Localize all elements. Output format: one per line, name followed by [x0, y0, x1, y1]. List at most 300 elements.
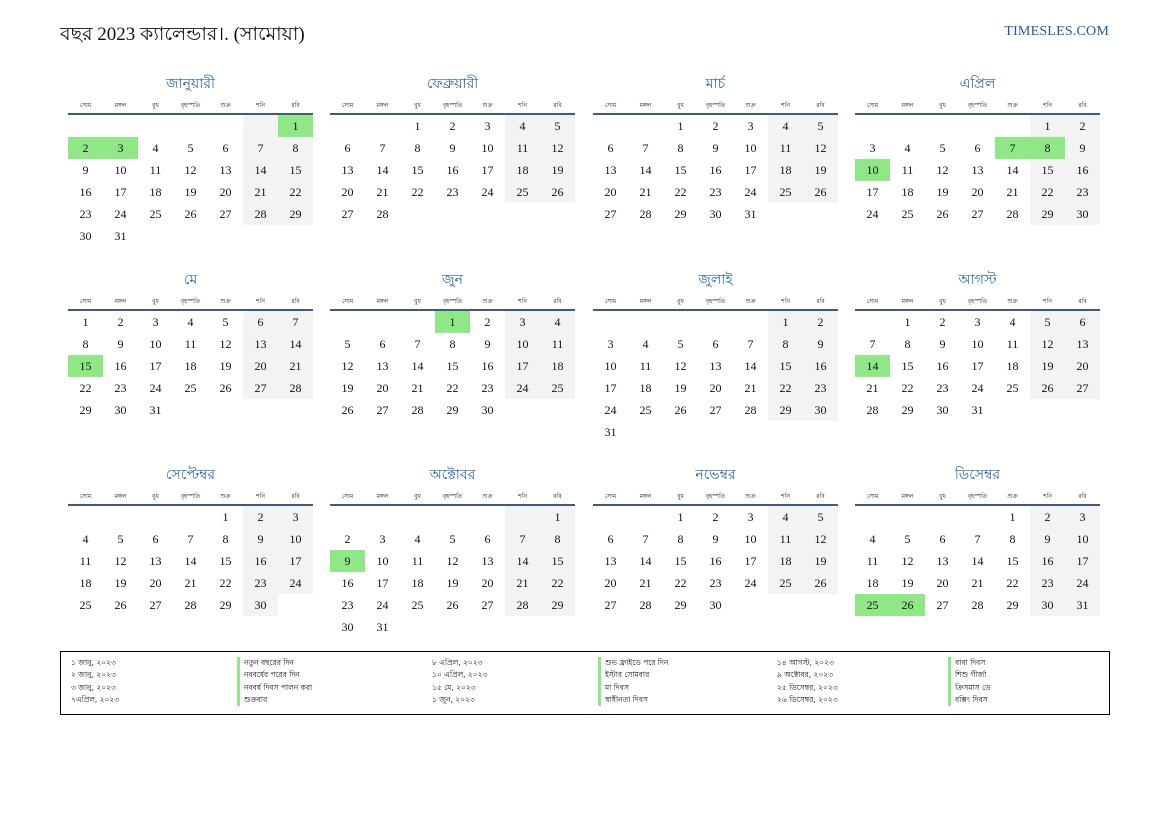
day-cell: 12 — [803, 137, 838, 159]
day-cell: 7 — [243, 137, 278, 159]
weekday-label: শনি — [518, 298, 527, 305]
day-cell: 6 — [222, 141, 229, 155]
day-cell: 25 — [768, 572, 803, 594]
weekday-label: সোম — [604, 493, 617, 500]
month-block — [855, 74, 1100, 225]
weekday-label: সোম — [79, 493, 92, 500]
day-cell: 9 — [1065, 137, 1100, 159]
holiday-date: ৭এপ্রিল, ২০২৩ — [71, 694, 120, 704]
weekday-label: রবি — [816, 298, 825, 305]
day-cell: 18 — [768, 159, 803, 181]
day-blank — [628, 506, 663, 528]
day-cell: 19 — [114, 576, 127, 590]
day-cell: 16 — [341, 576, 354, 590]
day-blank — [663, 311, 698, 333]
day-cell: 18 — [639, 381, 652, 395]
weekday-header — [593, 489, 838, 506]
day-cell: 30 — [1030, 594, 1065, 616]
weekday-label: শুক্র — [220, 102, 231, 109]
day-cell: 19 — [901, 576, 914, 590]
day-cell: 11 — [149, 163, 162, 177]
weekday-label: সোম — [79, 298, 92, 305]
day-cell: 9 — [117, 337, 124, 351]
day-cell: 1 — [677, 510, 684, 524]
day-cell: 27 — [219, 207, 232, 221]
day-cell: 19 — [184, 185, 197, 199]
day-cell: 22 — [901, 381, 914, 395]
day-cell: 26 — [540, 181, 575, 203]
weekday-label: মঙ্গল — [376, 493, 389, 500]
day-cell: 12 — [219, 337, 232, 351]
day-cell: 8 — [904, 337, 911, 351]
day-cell: 28 — [744, 403, 757, 417]
weekday-label: শুক্র — [1007, 298, 1018, 305]
day-cell: 6 — [243, 311, 278, 333]
day-cell: 3 — [484, 119, 491, 133]
weekday-label: রবি — [291, 298, 300, 305]
day-cell: 7 — [747, 337, 754, 351]
day-cell: 10 — [149, 337, 162, 351]
day-cell: 9 — [1030, 528, 1065, 550]
day-blank — [68, 506, 103, 528]
day-cell: 23 — [341, 598, 354, 612]
day-cell: 7 — [869, 337, 876, 351]
day-cell: 9 — [484, 337, 491, 351]
day-cell: 2 — [484, 315, 491, 329]
weekday-header — [593, 294, 838, 311]
day-cell: 2 — [803, 311, 838, 333]
holiday-date: ৩ জানু, ২০২৩ — [71, 682, 116, 692]
day-cell: 5 — [449, 532, 456, 546]
weekday-label: মঙ্গল — [114, 102, 127, 109]
day-cell: 25 — [901, 207, 914, 221]
day-cell: 11 — [79, 554, 92, 568]
day-cell: 6 — [974, 141, 981, 155]
weekday-label: বুধ — [414, 493, 421, 500]
day-cell: 21 — [376, 185, 389, 199]
day-cell: 25 — [540, 377, 575, 399]
day-cell: 30 — [1065, 203, 1100, 225]
day-cell: 7 — [642, 532, 649, 546]
day-cell: 25 — [505, 181, 540, 203]
day-cell: 20 — [971, 185, 984, 199]
month-name: আগস্ট — [958, 272, 997, 288]
weekday-label: শুক্র — [220, 298, 231, 305]
day-cell: 24 — [278, 572, 313, 594]
day-cell: 31 — [114, 229, 127, 243]
day-cell: 6 — [344, 141, 351, 155]
day-cell: 17 — [866, 185, 879, 199]
holiday-name: বাবা দিবস — [948, 657, 1098, 669]
day-cell: 29 — [768, 399, 803, 421]
day-cell: 7 — [505, 528, 540, 550]
day-cell: 24 — [744, 185, 757, 199]
day-cell: 28 — [639, 207, 652, 221]
weekday-label: রবি — [816, 102, 825, 109]
day-cell: 13 — [936, 554, 949, 568]
day-cell: 26 — [803, 181, 838, 203]
holiday-name: মা দিবস — [598, 682, 777, 694]
day-cell: 10 — [114, 163, 127, 177]
holiday-legend-grid — [71, 657, 1099, 706]
weekday-label: সোম — [341, 102, 354, 109]
day-cell: 18 — [1006, 359, 1019, 373]
days-grid — [330, 115, 575, 225]
weekday-label: বৃহস্পতি — [180, 102, 201, 109]
day-cell: 9 — [939, 337, 946, 351]
day-cell: 30 — [114, 403, 127, 417]
day-cell: 6 — [712, 337, 719, 351]
day-cell: 27 — [936, 598, 949, 612]
weekday-label: মঙ্গল — [639, 298, 652, 305]
day-blank — [995, 115, 1030, 137]
day-cell: 27 — [341, 207, 354, 221]
day-cell: 5 — [803, 115, 838, 137]
day-cell: 11 — [768, 528, 803, 550]
holiday-name: স্বাধীনতা দিবস — [598, 694, 777, 706]
weekday-label: শনি — [781, 493, 790, 500]
weekday-label: বৃহস্পতি — [967, 493, 988, 500]
month-name: মে — [183, 272, 198, 288]
weekday-label: বুধ — [414, 102, 421, 109]
weekday-header — [330, 489, 575, 506]
day-cell: 22 — [540, 572, 575, 594]
weekday-label: রবি — [553, 493, 562, 500]
day-cell: 12 — [540, 137, 575, 159]
day-cell: 28 — [971, 598, 984, 612]
day-blank — [925, 506, 960, 528]
day-cell: 2 — [117, 315, 124, 329]
weekday-label: রবি — [553, 102, 562, 109]
day-cell: 20 — [481, 576, 494, 590]
weekday-label: মঙ্গল — [376, 298, 389, 305]
day-blank — [890, 506, 925, 528]
day-cell: 6 — [1065, 311, 1100, 333]
day-cell: 15 — [278, 159, 313, 181]
weekday-label: শনি — [256, 102, 265, 109]
day-cell: 13 — [219, 163, 232, 177]
weekday-label: শুক্র — [482, 102, 493, 109]
day-cell: 22 — [278, 181, 313, 203]
weekday-label: শুক্র — [220, 493, 231, 500]
day-cell: 30 — [79, 229, 92, 243]
day-cell: 23 — [709, 185, 722, 199]
holiday-name: শুক্রবার — [237, 694, 432, 706]
day-cell: 20 — [709, 381, 722, 395]
day-blank — [330, 115, 365, 137]
weekday-label: বুধ — [414, 298, 421, 305]
holiday-day-cell: 7 — [995, 137, 1030, 159]
month-block — [593, 74, 838, 225]
day-cell: 31 — [1065, 594, 1100, 616]
day-cell: 15 — [1030, 159, 1065, 181]
day-cell: 12 — [341, 359, 354, 373]
day-cell: 11 — [1006, 337, 1019, 351]
days-grid — [330, 311, 575, 421]
day-cell: 29 — [1006, 598, 1019, 612]
day-cell: 30 — [936, 403, 949, 417]
holiday-legend — [60, 651, 1110, 715]
weekday-label: মঙ্গল — [901, 493, 914, 500]
day-cell: 3 — [278, 506, 313, 528]
day-cell: 16 — [481, 359, 494, 373]
weekday-label: শুক্র — [1007, 102, 1018, 109]
day-cell: 19 — [674, 381, 687, 395]
day-cell: 5 — [677, 337, 684, 351]
day-cell: 10 — [744, 532, 757, 546]
day-cell: 27 — [604, 207, 617, 221]
day-cell: 12 — [114, 554, 127, 568]
day-cell: 26 — [446, 598, 459, 612]
day-cell: 12 — [184, 163, 197, 177]
weekday-label: শুক্র — [482, 298, 493, 305]
holiday-day-cell: 25 — [855, 594, 890, 616]
day-cell: 28 — [866, 403, 879, 417]
day-cell: 24 — [604, 403, 617, 417]
day-cell: 14 — [1006, 163, 1019, 177]
day-cell: 17 — [376, 576, 389, 590]
day-cell: 5 — [222, 315, 229, 329]
month-name: নভেম্বর — [695, 467, 736, 483]
month-block — [68, 465, 313, 616]
day-cell: 27 — [604, 598, 617, 612]
day-cell: 17 — [744, 554, 757, 568]
day-cell: 8 — [414, 141, 421, 155]
day-cell: 20 — [243, 355, 278, 377]
day-cell: 5 — [117, 532, 124, 546]
weekday-label: বৃহস্পতি — [442, 102, 463, 109]
weekday-label: রবি — [1078, 493, 1087, 500]
holiday-day-cell: 3 — [103, 137, 138, 159]
day-cell: 21 — [184, 576, 197, 590]
day-cell: 4 — [414, 532, 421, 546]
day-blank — [208, 115, 243, 137]
day-blank — [330, 506, 365, 528]
day-cell: 30 — [709, 207, 722, 221]
day-cell: 8 — [449, 337, 456, 351]
holiday-name: বক্সিং দিবস — [948, 694, 1098, 706]
day-blank — [855, 311, 890, 333]
day-cell: 17 — [149, 359, 162, 373]
day-cell: 9 — [449, 141, 456, 155]
day-cell: 17 — [744, 163, 757, 177]
weekday-label: বৃহস্পতি — [442, 298, 463, 305]
weekday-label: শুক্র — [482, 493, 493, 500]
weekday-header — [330, 294, 575, 311]
month-name: সেপ্টেম্বর — [165, 467, 216, 483]
day-cell: 2 — [449, 119, 456, 133]
day-cell: 18 — [79, 576, 92, 590]
day-cell: 15 — [674, 554, 687, 568]
month-block — [593, 270, 838, 443]
day-cell: 3 — [747, 119, 754, 133]
day-cell: 2 — [243, 506, 278, 528]
day-cell: 23 — [936, 381, 949, 395]
month-name: এপ্রিল — [959, 76, 996, 92]
day-cell: 22 — [768, 377, 803, 399]
month-name: জানুয়ারী — [166, 76, 215, 92]
day-cell: 16 — [446, 163, 459, 177]
weekday-label: বুধ — [152, 298, 159, 305]
day-cell: 13 — [604, 554, 617, 568]
weekday-label: বুধ — [677, 493, 684, 500]
day-cell: 23 — [446, 185, 459, 199]
day-cell: 16 — [803, 355, 838, 377]
day-cell: 23 — [481, 381, 494, 395]
day-cell: 14 — [184, 554, 197, 568]
days-grid — [593, 311, 838, 443]
day-cell: 15 — [540, 550, 575, 572]
day-cell: 16 — [709, 554, 722, 568]
month-block — [855, 465, 1100, 616]
day-cell: 20 — [604, 576, 617, 590]
weekday-header — [330, 98, 575, 115]
weekday-label: সোম — [604, 102, 617, 109]
weekday-label: বুধ — [939, 298, 946, 305]
holiday-name: নববর্ষ দিবস পালন করা — [237, 682, 432, 694]
day-blank — [628, 115, 663, 137]
day-cell: 28 — [278, 377, 313, 399]
weekday-label: বুধ — [152, 493, 159, 500]
day-cell: 20 — [219, 185, 232, 199]
holiday-date: ১ জুন, ২০২৩ — [432, 694, 475, 704]
day-cell: 11 — [866, 554, 879, 568]
day-cell: 10 — [744, 141, 757, 155]
holiday-name: ইস্টার সোমবার — [598, 669, 777, 681]
site-link[interactable]: TIMESLES.COM — [1004, 24, 1109, 39]
day-cell: 30 — [803, 399, 838, 421]
day-cell: 4 — [869, 532, 876, 546]
day-cell: 20 — [341, 185, 354, 199]
weekday-label: বুধ — [677, 102, 684, 109]
day-cell: 18 — [901, 185, 914, 199]
day-cell: 9 — [82, 163, 89, 177]
day-cell: 28 — [639, 598, 652, 612]
day-blank — [103, 115, 138, 137]
day-cell: 5 — [1030, 311, 1065, 333]
day-cell: 7 — [187, 532, 194, 546]
day-cell: 21 — [505, 572, 540, 594]
day-cell: 5 — [939, 141, 946, 155]
weekday-label: শুক্র — [1007, 493, 1018, 500]
weekday-header — [68, 98, 313, 115]
day-cell: 16 — [709, 163, 722, 177]
day-cell: 30 — [481, 403, 494, 417]
month-block — [330, 74, 575, 225]
weekday-label: সোম — [866, 298, 879, 305]
day-blank — [138, 506, 173, 528]
weekday-label: শনি — [1043, 298, 1052, 305]
days-grid — [68, 311, 313, 421]
month-name: অক্টোবর — [429, 467, 476, 483]
day-cell: 17 — [505, 355, 540, 377]
day-cell: 21 — [866, 381, 879, 395]
day-cell: 22 — [446, 381, 459, 395]
day-blank — [593, 311, 628, 333]
day-cell: 16 — [79, 185, 92, 199]
weekday-label: শনি — [781, 102, 790, 109]
day-cell: 14 — [278, 333, 313, 355]
weekday-label: সোম — [604, 298, 617, 305]
day-cell: 14 — [411, 359, 424, 373]
day-cell: 4 — [642, 337, 649, 351]
days-grid — [330, 506, 575, 638]
day-cell: 4 — [152, 141, 159, 155]
day-cell: 11 — [639, 359, 652, 373]
day-cell: 7 — [974, 532, 981, 546]
day-cell: 20 — [1065, 355, 1100, 377]
weekday-label: রবি — [291, 102, 300, 109]
day-cell: 8 — [540, 528, 575, 550]
holiday-date: ২ জানু, ২০২৩ — [71, 670, 116, 680]
month-name: জুলাই — [698, 272, 733, 288]
day-cell: 16 — [936, 359, 949, 373]
day-cell: 2 — [1030, 506, 1065, 528]
day-cell: 26 — [184, 207, 197, 221]
day-cell: 17 — [1065, 550, 1100, 572]
day-blank — [855, 506, 890, 528]
day-cell: 14 — [971, 554, 984, 568]
day-cell: 10 — [278, 528, 313, 550]
day-cell: 21 — [639, 576, 652, 590]
day-blank — [855, 115, 890, 137]
day-cell: 10 — [1065, 528, 1100, 550]
day-cell: 19 — [446, 576, 459, 590]
day-cell: 4 — [1009, 315, 1016, 329]
month-name: মার্চ — [705, 76, 726, 92]
day-cell: 29 — [446, 403, 459, 417]
day-cell: 4 — [768, 115, 803, 137]
day-blank — [103, 506, 138, 528]
day-blank — [365, 115, 400, 137]
day-cell: 5 — [540, 115, 575, 137]
day-cell: 23 — [1030, 572, 1065, 594]
day-cell: 24 — [114, 207, 127, 221]
day-blank — [138, 115, 173, 137]
page-title: বছর 2023 ক্যালেন্ডার।. (সামোয়া) — [60, 24, 305, 45]
weekday-label: শনি — [1043, 102, 1052, 109]
day-cell: 21 — [639, 185, 652, 199]
month-name: ফেব্রুয়ারী — [426, 76, 479, 92]
days-grid — [593, 506, 838, 616]
day-cell: 9 — [712, 532, 719, 546]
day-cell: 8 — [278, 137, 313, 159]
holiday-date: ২৫ ডিসেম্বর, ২০২৩ — [777, 682, 838, 692]
day-cell: 1 — [414, 119, 421, 133]
day-cell: 3 — [1065, 506, 1100, 528]
day-cell: 15 — [1006, 554, 1019, 568]
day-cell: 29 — [674, 598, 687, 612]
weekday-label: বৃহস্পতি — [180, 493, 201, 500]
days-grid — [68, 115, 313, 247]
day-cell: 2 — [344, 532, 351, 546]
day-cell: 8 — [82, 337, 89, 351]
weekday-label: বুধ — [939, 493, 946, 500]
day-cell: 20 — [149, 576, 162, 590]
holiday-name: নববর্ষের পরের দিন — [237, 669, 432, 681]
holiday-day-cell: 2 — [68, 137, 103, 159]
day-cell: 26 — [803, 572, 838, 594]
day-cell: 6 — [607, 141, 614, 155]
weekday-header — [855, 98, 1100, 115]
month-block — [330, 270, 575, 421]
day-cell: 7 — [414, 337, 421, 351]
weekday-label: সোম — [341, 493, 354, 500]
day-cell: 2 — [1065, 115, 1100, 137]
day-cell: 18 — [184, 359, 197, 373]
day-cell: 15 — [446, 359, 459, 373]
day-cell: 19 — [540, 159, 575, 181]
